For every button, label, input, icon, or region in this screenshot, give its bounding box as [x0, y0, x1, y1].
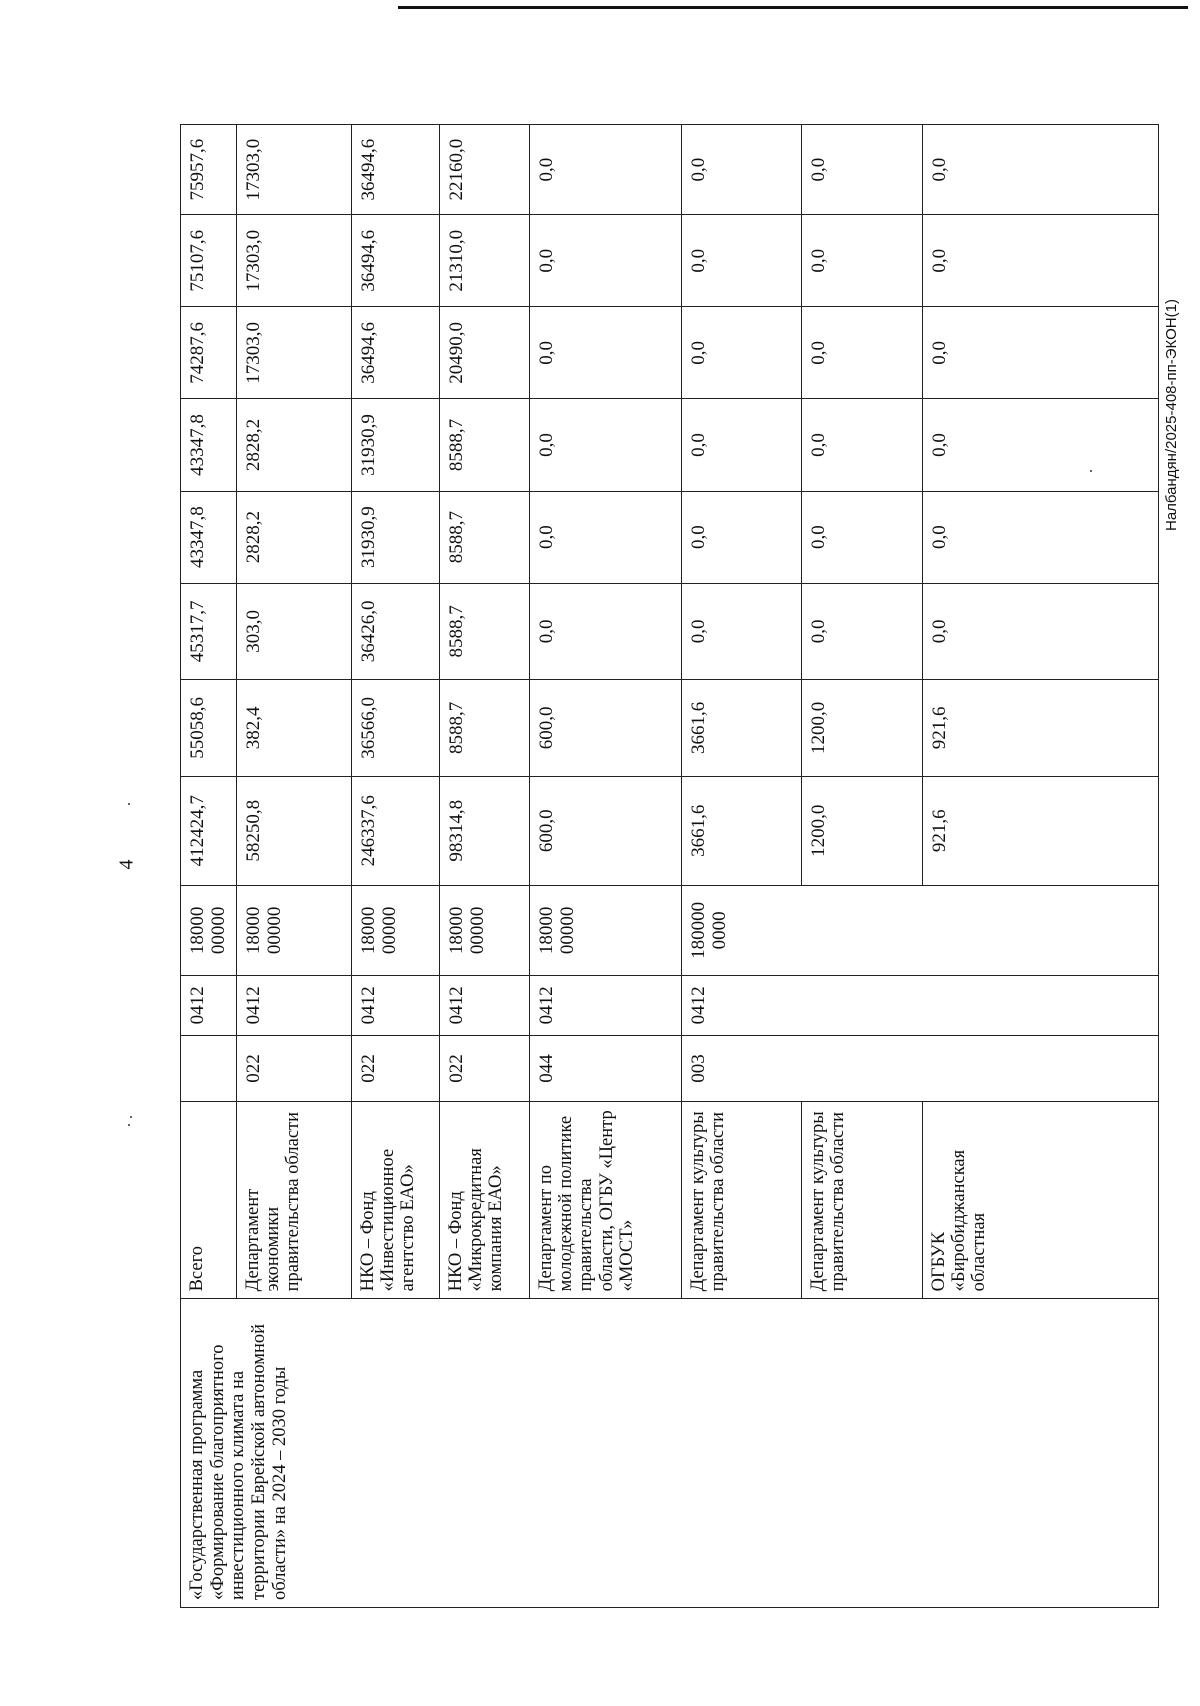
document-code: Налбандян/2025-408-пп-ЭКОН(1)	[1163, 299, 1180, 531]
executor-cell: НКО – Фонд «Микрокредитная компания ЕАО»	[439, 1102, 529, 1299]
executor-cell: Департамент культуры правительства области	[801, 1102, 922, 1299]
value-cell: 412424,7	[181, 776, 237, 885]
value-cell: 55058,6	[181, 680, 237, 776]
executor-cell: Всего	[181, 1102, 237, 1299]
value-cell: 246337,6	[351, 776, 439, 885]
value-cell: 0,0	[801, 307, 922, 399]
value-cell: 0,0	[922, 399, 1158, 491]
value-cell: 382,4	[236, 680, 351, 776]
value-cell: 0,0	[681, 307, 801, 399]
csr-cell: 180000 0000	[681, 885, 801, 975]
value-cell: 0,0	[681, 215, 801, 307]
scan-speck	[128, 803, 130, 805]
value-cell: 0,0	[681, 583, 801, 679]
value-cell: 43347,8	[181, 399, 237, 491]
value-cell: 0,0	[922, 307, 1158, 399]
value-cell: 0,0	[922, 583, 1158, 679]
grbs-cell: 044	[529, 1035, 681, 1101]
value-cell: 0,0	[529, 307, 681, 399]
value-cell: 17303,0	[236, 125, 351, 215]
rzpr-cell: 0412	[439, 975, 529, 1035]
rzpr-cell	[922, 975, 1158, 1035]
value-cell: 31930,9	[351, 399, 439, 491]
value-cell: 22160,0	[439, 125, 529, 215]
value-cell: 600,0	[529, 776, 681, 885]
value-cell: 0,0	[529, 125, 681, 215]
value-cell: 0,0	[681, 491, 801, 583]
value-cell: 31930,9	[351, 491, 439, 583]
grbs-cell	[922, 1035, 1158, 1101]
value-cell: 36426,0	[351, 583, 439, 679]
value-cell: 45317,7	[181, 583, 237, 679]
value-cell: 17303,0	[236, 307, 351, 399]
value-cell: 0,0	[529, 399, 681, 491]
csr-cell: 18000 00000	[439, 885, 529, 975]
value-cell: 58250,8	[236, 776, 351, 885]
executor-cell: НКО – Фонд «Инвестиционное агентство ЕАО»	[351, 1102, 439, 1299]
value-cell: 0,0	[801, 491, 922, 583]
value-cell: 0,0	[801, 125, 922, 215]
value-cell: 921,6	[922, 776, 1158, 885]
value-cell: 0,0	[922, 125, 1158, 215]
value-cell: 2828,2	[236, 399, 351, 491]
csr-cell: 18000 00000	[236, 885, 351, 975]
grbs-cell	[181, 1035, 237, 1101]
value-cell: 0,0	[922, 491, 1158, 583]
value-cell: 1200,0	[801, 680, 922, 776]
value-cell: 36494,6	[351, 307, 439, 399]
executor-cell: Департамент культуры правительства области	[681, 1102, 801, 1299]
value-cell: 36494,6	[351, 125, 439, 215]
grbs-cell	[801, 1035, 922, 1101]
grbs-cell: 022	[439, 1035, 529, 1101]
page-number: 4	[115, 859, 138, 870]
executor-cell: Департамент по молодежной политике правительства области, ОГБУ «Центр «МОСТ»	[529, 1102, 681, 1299]
rzpr-cell: 0412	[236, 975, 351, 1035]
value-cell: 74287,6	[181, 307, 237, 399]
value-cell: 17303,0	[236, 215, 351, 307]
program-title: «Государственная программа «Формирование благоприятного инвестиционного климата на территории Еврейской автономной области» на 2024 – 2030 годы	[181, 1299, 1159, 1608]
value-cell: 36566,0	[351, 680, 439, 776]
value-cell: 75957,6	[181, 125, 237, 215]
value-cell: 75107,6	[181, 215, 237, 307]
scan-speck	[130, 1116, 132, 1118]
csr-cell: 18000 00000	[181, 885, 237, 975]
grbs-cell: 022	[236, 1035, 351, 1101]
value-cell: 20490,0	[439, 307, 529, 399]
value-cell: 0,0	[529, 215, 681, 307]
value-cell: 3661,6	[681, 776, 801, 885]
rzpr-cell: 0412	[181, 975, 237, 1035]
executor-cell: ОГБУК «Биробиджанская областная	[922, 1102, 1158, 1299]
value-cell: 0,0	[681, 399, 801, 491]
value-cell: 1200,0	[801, 776, 922, 885]
rzpr-cell: 0412	[681, 975, 801, 1035]
csr-cell	[801, 885, 922, 975]
csr-cell	[922, 885, 1158, 975]
rotated-table-container	[180, 124, 1150, 1608]
top-rule	[398, 6, 1188, 9]
value-cell: 0,0	[801, 583, 922, 679]
grbs-cell: 003	[681, 1035, 801, 1101]
value-cell: 0,0	[922, 215, 1158, 307]
value-cell: 0,0	[529, 491, 681, 583]
value-cell: 0,0	[681, 125, 801, 215]
value-cell: 3661,6	[681, 680, 801, 776]
value-cell: 600,0	[529, 680, 681, 776]
value-cell: 8588,7	[439, 491, 529, 583]
value-cell: 8588,7	[439, 583, 529, 679]
value-cell: 0,0	[801, 399, 922, 491]
value-cell: 303,0	[236, 583, 351, 679]
value-cell: 8588,7	[439, 680, 529, 776]
csr-cell: 18000 00000	[529, 885, 681, 975]
value-cell: 8588,7	[439, 399, 529, 491]
value-cell: 921,6	[922, 680, 1158, 776]
value-cell: 36494,6	[351, 215, 439, 307]
executor-cell: Департамент экономики правительства области	[236, 1102, 351, 1299]
value-cell: 43347,8	[181, 491, 237, 583]
scan-speck	[128, 1124, 130, 1126]
value-cell: 2828,2	[236, 491, 351, 583]
grbs-cell: 022	[351, 1035, 439, 1101]
value-cell: 98314,8	[439, 776, 529, 885]
value-cell: 0,0	[529, 583, 681, 679]
csr-cell: 18000 00000	[351, 885, 439, 975]
rzpr-cell: 0412	[529, 975, 681, 1035]
budget-table	[180, 124, 1159, 1608]
rzpr-cell: 0412	[351, 975, 439, 1035]
value-cell: 0,0	[801, 215, 922, 307]
value-cell: 21310,0	[439, 215, 529, 307]
table-row	[181, 125, 237, 1608]
rzpr-cell	[801, 975, 922, 1035]
